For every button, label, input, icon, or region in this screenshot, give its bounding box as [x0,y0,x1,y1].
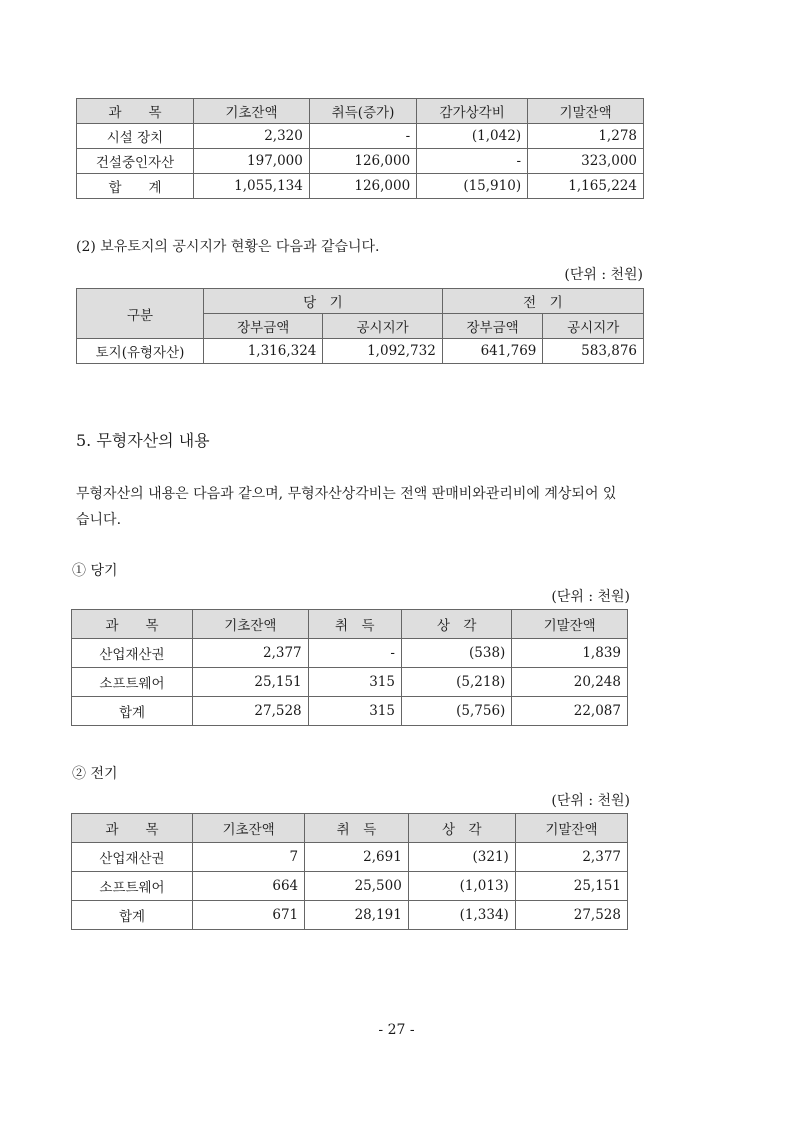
table-row [72,843,628,872]
row-label: 산업재산권 [72,843,193,872]
row-label: 시설 장치 [77,124,194,149]
table-header-row [77,289,644,314]
row-label: 산업재산권 [72,639,193,668]
row-label: 소프트웨어 [72,872,193,901]
row-label: 합 계 [77,174,194,199]
cell-value: 27,528 [193,697,309,726]
intangible-prior-table [71,813,628,930]
column-header: 기말잔액 [512,610,628,639]
land-value-table [76,288,644,364]
prior-period-label: ② 전기 [72,766,118,782]
unit-label: (단위 : 천원) [551,589,630,605]
cell-value: 1,092,732 [323,339,442,364]
table-header-row [77,99,644,124]
column-header: 취 득 [305,814,409,843]
column-header: 장부금액 [442,314,543,339]
cell-value: 20,248 [512,668,628,697]
row-label: 합계 [72,697,193,726]
column-header: 과 목 [72,814,193,843]
cell-value: 27,528 [515,901,627,930]
cell-value: - [308,639,401,668]
table-header-row [72,814,628,843]
cell-value: (15,910) [417,174,528,199]
column-header: 기초잔액 [194,99,310,124]
table-row [72,668,628,697]
cell-value: 2,691 [305,843,409,872]
cell-value: 315 [308,668,401,697]
cell-value: 1,165,224 [528,174,644,199]
row-label: 토지(유형자산) [77,339,204,364]
unit-label: (단위 : 천원) [564,267,643,283]
row-label: 합계 [72,901,193,930]
section-body-line: 무형자산의 내용은 다음과 같으며, 무형자산상각비는 전액 판매비와관리비에 계상되어 있 [76,486,617,502]
column-header: 과 목 [72,610,193,639]
cell-value: 1,316,324 [204,339,323,364]
cell-value: 7 [193,843,305,872]
current-period-label: ① 당기 [72,563,118,579]
column-header: 취득(증가) [309,99,416,124]
column-header: 과 목 [77,99,194,124]
column-header: 상 각 [401,610,511,639]
cell-value: 2,377 [515,843,627,872]
cell-value: 28,191 [305,901,409,930]
cell-value: 197,000 [194,149,310,174]
intangible-current-table [71,609,628,726]
table-row [72,697,628,726]
cell-value: (5,756) [401,697,511,726]
cell-value: 641,769 [442,339,543,364]
cell-value: 2,377 [193,639,309,668]
column-header: 감가상각비 [417,99,528,124]
cell-value: - [309,124,416,149]
cell-value: 583,876 [543,339,644,364]
column-header: 공시지가 [543,314,644,339]
row-label: 건설중인자산 [77,149,194,174]
table-row [77,149,644,174]
column-header: 구분 [77,289,204,339]
cell-value: 25,500 [305,872,409,901]
cell-value: 671 [193,901,305,930]
table-row [77,124,644,149]
table-row [72,901,628,930]
cell-value: 126,000 [309,149,416,174]
cell-value: (1,013) [408,872,515,901]
table-row [72,639,628,668]
column-header: 취 득 [308,610,401,639]
section-title: 5. 무형자산의 내용 [76,431,210,450]
cell-value: (1,042) [417,124,528,149]
column-header: 장부금액 [204,314,323,339]
page-number: - 27 - [378,1022,415,1038]
land-intro-text: (2) 보유토지의 공시지가 현황은 다음과 같습니다. [76,239,380,255]
table-row [77,339,644,364]
cell-value: 1,278 [528,124,644,149]
cell-value: 25,151 [193,668,309,697]
cell-value: 2,320 [194,124,310,149]
cell-value: (538) [401,639,511,668]
column-header: 기초잔액 [193,814,305,843]
unit-label: (단위 : 천원) [551,793,630,809]
column-header: 상 각 [408,814,515,843]
cell-value: 126,000 [309,174,416,199]
column-header: 기초잔액 [193,610,309,639]
tangible-assets-table [76,98,644,199]
cell-value: 664 [193,872,305,901]
cell-value: - [417,149,528,174]
cell-value: 315 [308,697,401,726]
column-header: 기말잔액 [528,99,644,124]
cell-value: 1,839 [512,639,628,668]
column-header: 기말잔액 [515,814,627,843]
group-header-current: 당 기 [204,289,443,314]
section-body-line: 습니다. [76,512,122,528]
group-header-prior: 전 기 [442,289,643,314]
row-label: 소프트웨어 [72,668,193,697]
cell-value: 25,151 [515,872,627,901]
table-header-row [72,610,628,639]
table-row [72,872,628,901]
table-row [77,174,644,199]
cell-value: (5,218) [401,668,511,697]
cell-value: 1,055,134 [194,174,310,199]
column-header: 공시지가 [323,314,442,339]
cell-value: (321) [408,843,515,872]
cell-value: 22,087 [512,697,628,726]
cell-value: (1,334) [408,901,515,930]
cell-value: 323,000 [528,149,644,174]
